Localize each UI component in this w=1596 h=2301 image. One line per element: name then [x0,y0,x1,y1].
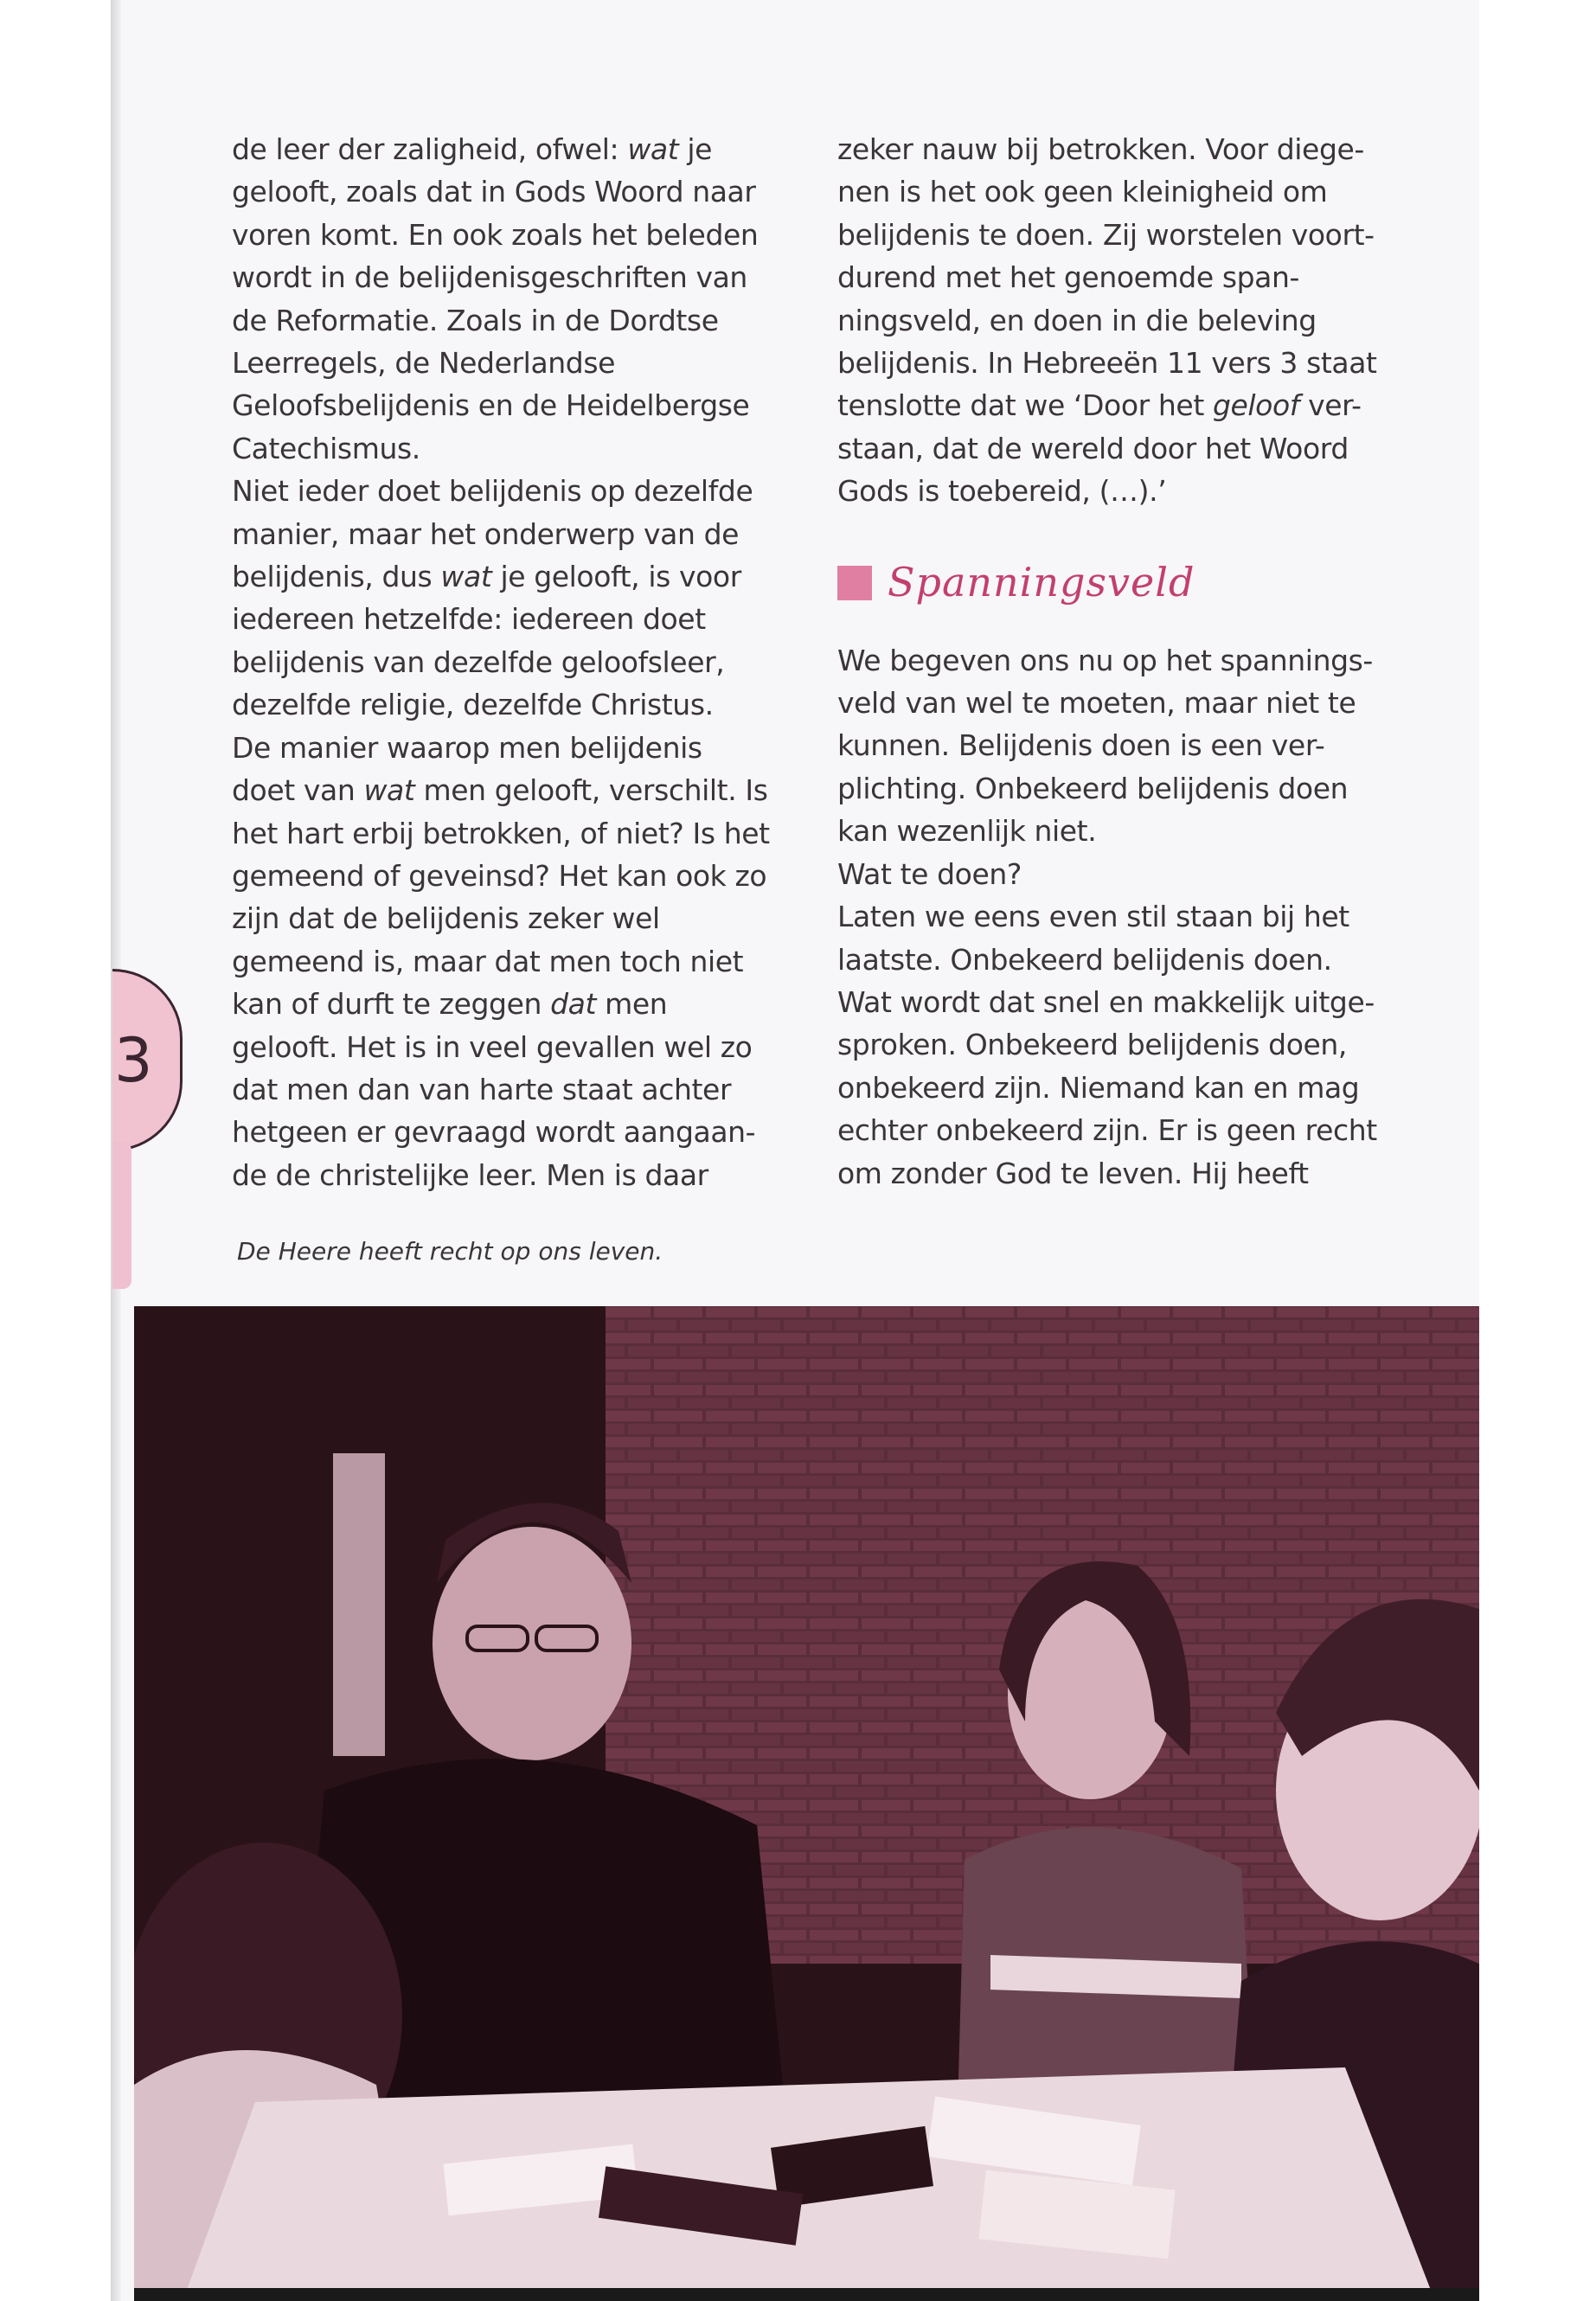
photo-bottom-border [134,2288,1479,2301]
left-column [232,128,785,1196]
page-number: 3 [114,1024,153,1096]
photo-illustration [134,1306,1479,2292]
heading-square-icon [837,566,872,600]
group-discussion-photo [134,1306,1479,2292]
photo-caption: De Heere heeft recht op ons leven. [237,1237,663,1266]
left-column-text: de leer der zaligheid, ofwel: wat je gelooft, zoals dat in Gods Woord naar voren komt. En ook zoals het beleden wordt in de belijdenisgeschriften van de Reformatie. Zoals in de Dordtse Leerregels, de Nederlandse Geloofsbelijdenis en de Heidelbergse Catechismus. Niet ieder doet belijdenis op dezelfde manier, maar het onderwerp van de belijdenis, dus wat je gelooft, is voor iedereen hetzelfde: iedereen doet belijdenis van dezelfde geloofsleer, dezelfde religie, dezelfde Christus. De manier waarop men belijdenis doet van wat men gelooft, verschilt. Is het hart erbij betrokken, of niet? Is het gemeend of geveinsd? Het kan ook zo zijn dat de belijdenis zeker wel gemeend is, maar dat men toch niet kan of durft te zeggen dat men gelooft. Het is in veel gevallen wel zo dat men dan van harte staat achter hetgeen er gevraagd wordt aangaan- de de christelijke leer. Men is daar [232,132,770,1192]
binding-margin [0,0,112,2301]
section-heading-title: Spanningsveld [888,558,1195,606]
next-page-tab [112,1142,131,1289]
right-margin [1479,0,1596,2301]
section-heading [837,553,1391,613]
right-column-top-text: zeker nauw bij betrokken. Voor diege- nen is het ook geen kleinigheid om belijdenis te doen. Zij worstelen voort- durend met het genoemde span- ningsveld, en doen in die beleving belijdenis. In Hebreeën 11 vers 3 staat tenslotte dat we ‘Door het geloof ver- staan, dat de wereld door het Woord Gods is toebereid, (…).’ [837,132,1377,509]
right-column-bottom-text: We begeven ons nu op het spannings- veld van wel te moeten, maar niet te kunnen. Belijdenis doen is een ver- plichting. Onbekeerd belijdenis doen kan wezenlijk niet. Wat te doen? Laten we eens even stil staan bij het laatste. Onbekeerd belijdenis doen. Wat wordt dat snel en makkelijk uitge- sproken. Onbekeerd belijdenis doen, onbekeerd zijn. Niemand kan en mag echter onbekeerd zijn. Er is geen recht om zonder God te leven. Hij heeft [837,643,1377,1190]
right-column [837,128,1391,1195]
